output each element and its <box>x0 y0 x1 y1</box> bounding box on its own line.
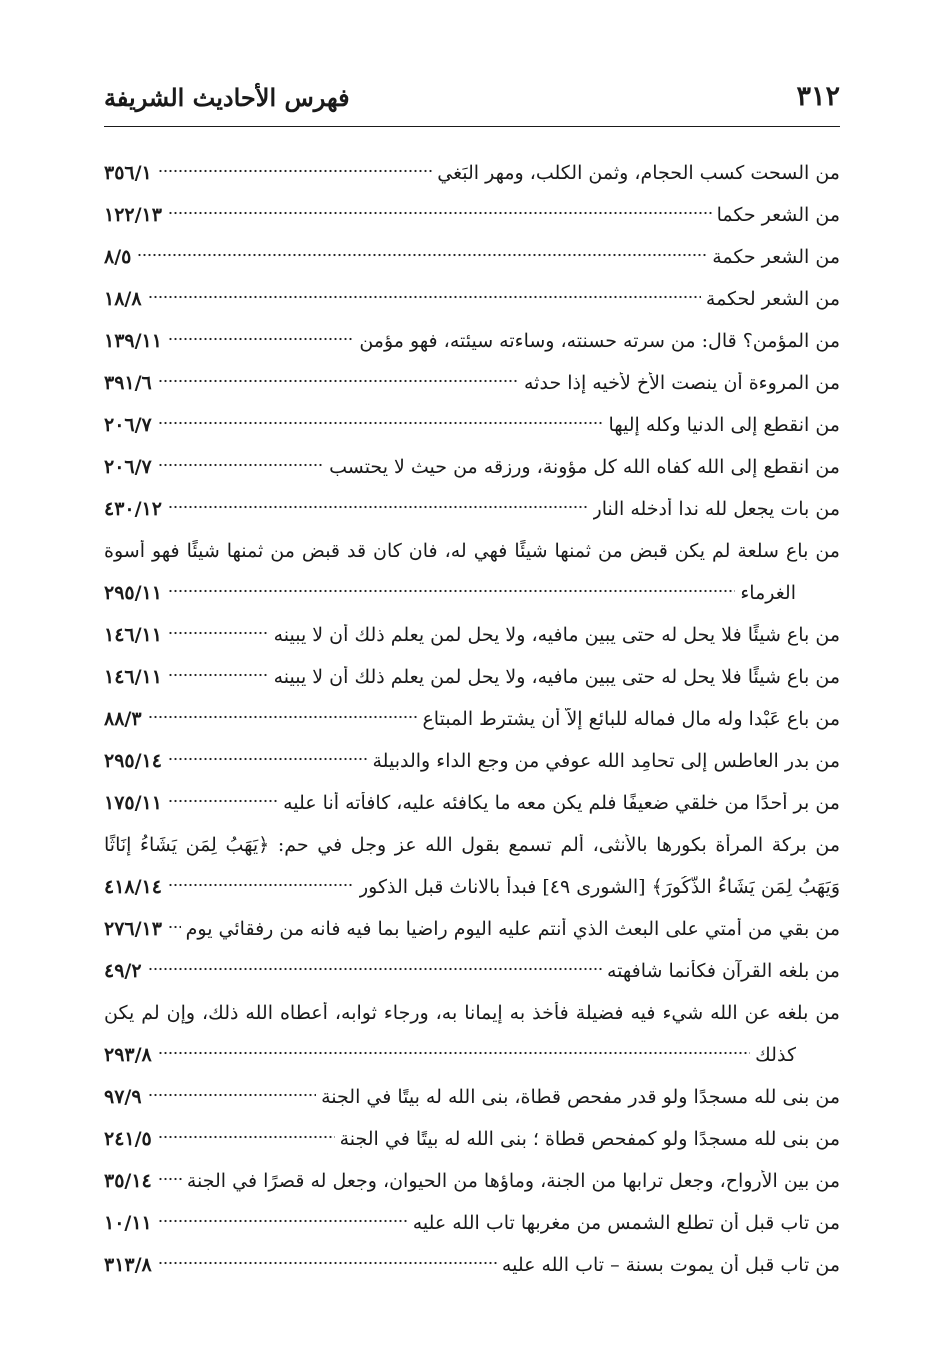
entry-line <box>104 856 840 898</box>
entry-reference: ٤١٨/١٤ <box>104 876 162 898</box>
entry-text: من تاب قبل أن يموت بسنة – تاب الله عليه <box>501 1254 840 1276</box>
index-entry <box>104 310 840 352</box>
entry-reference: ١٠/١١ <box>104 1212 152 1234</box>
leader-dots <box>158 1051 750 1055</box>
entry-text: من المروءة أن ينصت الأخ لأخيه إذا حدثه <box>524 372 840 394</box>
index-entry <box>104 142 840 184</box>
index-entry <box>104 898 840 940</box>
leader-dots <box>168 337 354 341</box>
entry-text: وَيَهَبُ لِمَن يَشَاءُ الذُّكُورَ﴾ [الشورى ٤٩] فبدأ بالاناث قبل الذكور <box>358 876 840 898</box>
entry-reference: ٢٠٦/٧ <box>104 456 152 478</box>
entry-line <box>104 1234 840 1276</box>
entry-reference: ٢٠٦/٧ <box>104 414 152 436</box>
leader-dots <box>158 1177 182 1181</box>
index-entry <box>104 478 840 520</box>
entry-line <box>104 1066 840 1108</box>
entry-line <box>104 898 840 940</box>
index-entry <box>104 268 840 310</box>
entry-reference: ٨٨/٣ <box>104 708 142 730</box>
entry-reference: ٢٧٦/١٣ <box>104 918 162 940</box>
leader-dots <box>158 1219 408 1223</box>
entry-line <box>104 352 840 394</box>
entry-text: من بات يجعل لله ندا أدخله النار <box>592 498 840 520</box>
entry-text: من بين الأرواح، وجعل ترابها من الجنة، وماؤها من الحيوان، وجعل له قصرًا في الجنة <box>186 1170 840 1192</box>
leader-dots <box>148 1093 317 1097</box>
page-title: فهرس الأحاديث الشريفة <box>104 83 350 112</box>
leader-dots <box>148 715 418 719</box>
entry-reference: ٣٥/١٤ <box>104 1170 152 1192</box>
entry-line <box>104 730 840 772</box>
index-entry <box>104 940 840 982</box>
entry-text-line1: من بركة المرأة بكورها بالأنثى، ألم تسمع بقول الله عز وجل في حم: ﴿يَهَبُ لِمَن يَشَاءُ إِنَاثًا <box>104 834 840 856</box>
entry-text: من تاب قبل أن تطلع الشمس من مغربها تاب الله عليه <box>412 1212 840 1234</box>
leader-dots <box>158 463 324 467</box>
header-rule <box>104 126 840 127</box>
entry-line <box>104 226 840 268</box>
entry-reference: ٣١٣/٨ <box>104 1254 152 1276</box>
entry-first-line <box>104 520 840 562</box>
index-entry <box>104 520 840 604</box>
entry-text: كذلك <box>755 1044 796 1066</box>
entry-text: من انقطع إلى الدنيا وكله إليها <box>608 414 840 436</box>
entry-text: من الشعر لحكمة <box>705 288 840 310</box>
entry-line <box>104 646 840 688</box>
entry-reference: ٢٩٣/٨ <box>104 1044 152 1066</box>
entry-reference: ٤٣٠/١٢ <box>104 498 162 520</box>
index-entry <box>104 436 840 478</box>
entry-line <box>104 688 840 730</box>
entry-text: من الشعر حكمة <box>712 246 840 268</box>
entry-text: من باع شيئًا فلا يحل له حتى يبين مافيه، ولا يحل لمن يعلم ذلك أن لا يبينه <box>273 624 840 646</box>
entry-line <box>104 1150 840 1192</box>
index-entry <box>104 184 840 226</box>
entry-line <box>104 604 840 646</box>
hadith-index-list <box>104 142 840 1276</box>
leader-dots <box>148 295 701 299</box>
index-entry <box>104 982 840 1066</box>
entry-text: من الشعر حكما <box>716 204 840 226</box>
entry-text-line1: من بلغه عن الله شيء فيه فضيلة فأخذ به إيمانا به، ورجاء ثوابه، أعطاه الله ذلك، وإن لم يكن <box>104 1002 840 1024</box>
index-entry <box>104 730 840 772</box>
entry-text: من باع شيئًا فلا يحل له حتى يبين مافيه، ولا يحل لمن يعلم ذلك أن لا يبينه <box>273 666 840 688</box>
entry-text: من باع عَبْدا وله مال فماله للبائع إلاّ أن يشترط المبتاع <box>422 708 840 730</box>
index-entry <box>104 772 840 814</box>
index-entry <box>104 226 840 268</box>
entry-reference: ٨/٥ <box>104 246 132 268</box>
entry-text: من بر أحدًا من خلقي ضعيفًا فلم يكن معه ما يكافئه عليه، كافأته أنا عليه <box>283 792 840 814</box>
entry-reference: ٩٧/٩ <box>104 1086 142 1108</box>
entry-line <box>104 1192 840 1234</box>
entry-text: الغرماء <box>740 582 796 604</box>
entry-reference: ١٧٥/١١ <box>104 792 162 814</box>
entry-reference: ٤٩/٢ <box>104 960 142 982</box>
entry-reference: ١٢٢/١٣ <box>104 204 162 226</box>
entry-reference: ٢٤١/٥ <box>104 1128 152 1150</box>
entry-line <box>104 394 840 436</box>
entry-reference: ١٤٦/١١ <box>104 624 162 646</box>
entry-line <box>104 1108 840 1150</box>
entry-text-line1: من باع سلعة لم يكن قبض من ثمنها شيئًا فهي له، فان كان قد قبض من ثمنها شيئًا فهو أسوة <box>104 540 840 562</box>
leader-dots <box>168 673 269 677</box>
entry-text: من السحت كسب الحجام، وثمن الكلب، ومهر البَغي <box>437 162 840 184</box>
entry-line <box>104 562 840 604</box>
leader-dots <box>168 799 278 803</box>
entry-reference: ١٨/٨ <box>104 288 142 310</box>
leader-dots <box>158 169 432 173</box>
entry-reference: ١٣٩/١١ <box>104 330 162 352</box>
index-entry <box>104 1150 840 1192</box>
entry-reference: ٢٩٥/١١ <box>104 582 162 604</box>
leader-dots <box>137 253 707 257</box>
entry-line <box>104 478 840 520</box>
index-entry <box>104 604 840 646</box>
page-number: ٣١٢ <box>796 81 840 112</box>
entry-text: من بنى لله مسجدًا ولو كمفحص قطاة ؛ بنى الله له بيتًا في الجنة <box>339 1128 840 1150</box>
index-entry <box>104 646 840 688</box>
entry-line <box>104 184 840 226</box>
entry-text: من بقي من أمتي على البعث الذي أنتم عليه اليوم راضيا بما فيه فانه من رفقائي يوم <box>185 918 840 940</box>
leader-dots <box>168 757 368 761</box>
entry-reference: ١٤٦/١١ <box>104 666 162 688</box>
index-entry <box>104 1234 840 1276</box>
index-entry <box>104 1066 840 1108</box>
leader-dots <box>158 421 604 425</box>
page-header <box>104 68 840 112</box>
index-entry <box>104 814 840 898</box>
leader-dots <box>158 379 519 383</box>
leader-dots <box>168 631 269 635</box>
entry-line <box>104 268 840 310</box>
index-entry <box>104 1108 840 1150</box>
entry-text: من بلغه القرآن فكأنما شافهته <box>606 960 840 982</box>
entry-reference: ٣٩١/٦ <box>104 372 152 394</box>
entry-text: من بدر العاطس إلى تحامِد الله عوفي من وجع الداء والدبيلة <box>372 750 840 772</box>
leader-dots <box>168 589 735 593</box>
leader-dots <box>168 505 588 509</box>
entry-line <box>104 142 840 184</box>
entry-line <box>104 772 840 814</box>
index-entry <box>104 394 840 436</box>
entry-first-line <box>104 982 840 1024</box>
entry-text: من المؤمن؟ قال: من سرته حسنته، وساءته سيئته، فهو مؤمن <box>359 330 840 352</box>
entry-first-line <box>104 814 840 856</box>
entry-text: من انقطع إلى الله كفاه الله كل مؤونة، ورزقه من حيث لا يحتسب <box>329 456 840 478</box>
leader-dots <box>148 967 602 971</box>
entry-text: من بنى لله مسجدًا ولو قدر مفحص قطاة، بنى الله له بيتًا في الجنة <box>321 1086 840 1108</box>
leader-dots <box>168 883 354 887</box>
leader-dots <box>168 211 712 215</box>
leader-dots <box>168 925 181 929</box>
entry-reference: ٢٩٥/١٤ <box>104 750 162 772</box>
index-entry <box>104 688 840 730</box>
index-entry <box>104 352 840 394</box>
leader-dots <box>158 1261 497 1265</box>
entry-line <box>104 310 840 352</box>
leader-dots <box>158 1135 335 1139</box>
entry-line <box>104 436 840 478</box>
entry-reference: ٣٥٦/١ <box>104 162 152 184</box>
index-entry <box>104 1192 840 1234</box>
entry-line <box>104 1024 840 1066</box>
entry-line <box>104 940 840 982</box>
